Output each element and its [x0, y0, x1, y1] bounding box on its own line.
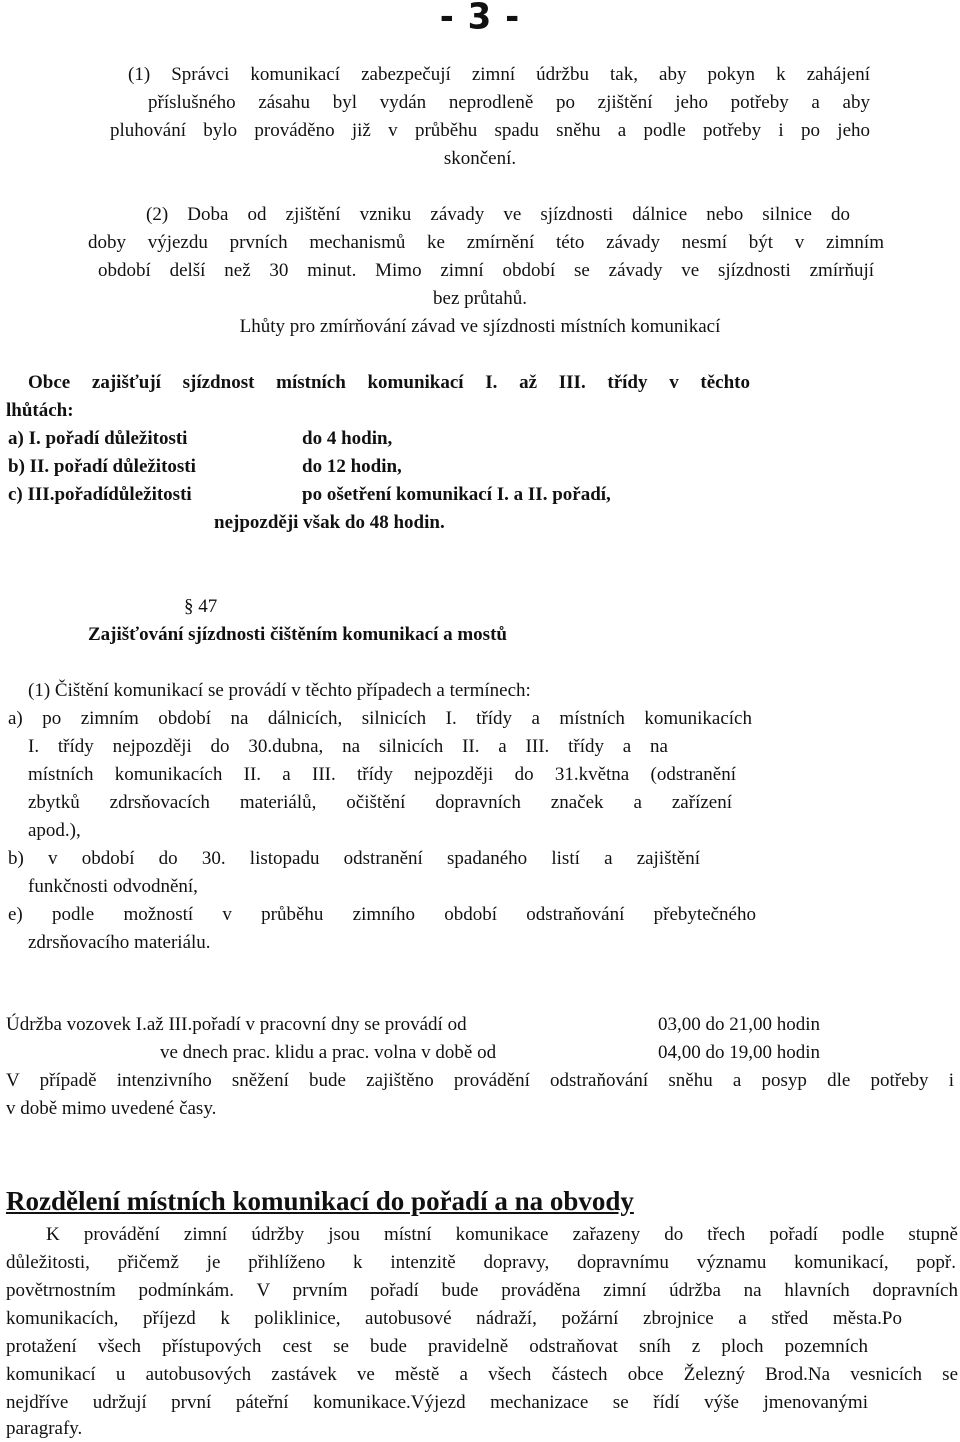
obce-row-a-value: do 4 hodin, — [302, 428, 393, 449]
section-number: § 47 — [184, 596, 218, 617]
section-line-8: funkčnosti odvodnění, — [28, 876, 198, 897]
obce-intro-line-2: lhůtách: — [6, 400, 74, 421]
section-line-9: e) podle možností v průběhu zimního období odstraňování přebytečného — [8, 904, 756, 925]
section-line-1: (1) Čištění komunikací se provádí v těchto případech a termínech: — [28, 680, 531, 701]
division-line-6: komunikací u autobusových zastávek ve městě a všech částech obce Železný Brod.Na vesnicích se — [6, 1364, 958, 1385]
division-line-7: nejdříve udržují první páteřní komunikace.Výjezd mechanizace se řídí výše jmenovanými — [6, 1392, 868, 1413]
division-line-5: protažení všech přístupových cest se bude pravidelně odstraňovat sníh z ploch pozemních — [6, 1336, 868, 1357]
maintenance-row2-left: ve dnech prac. klidu a prac. volna v době od — [160, 1042, 497, 1063]
obce-tail: nejpozději však do 48 hodin. — [214, 512, 445, 533]
section-line-2: a) po zimním období na dálnicích, silnicích I. třídy a místních komunikacích — [8, 708, 752, 729]
section-line-10: zdrsňovacího materiálu. — [28, 932, 211, 953]
section-line-4: místních komunikacích II. a III. třídy nejpozději do 31.května (odstranění — [28, 764, 736, 785]
obce-row-c-value: po ošetření komunikací I. a II. pořadí, — [302, 484, 611, 505]
obce-intro-line-1: Obce zajišťují sjízdnost místních komunikací I. až III. třídy v těchto — [28, 372, 750, 393]
division-heading: Rozdělení místních komunikací do pořadí a na obvody — [6, 1186, 634, 1216]
para2-subheading: Lhůty pro zmírňování závad ve sjízdnosti místních komunikací — [239, 316, 721, 337]
para1-line-2: příslušného zásahu byl vydán neprodleně po zjištění jeho potřeby a aby — [148, 92, 870, 113]
para2-line-4: bez průtahů. — [433, 288, 527, 309]
para2-line-1: (2) Doba od zjištění vzniku závady ve sjízdnosti dálnice nebo silnice do — [146, 204, 850, 225]
section-title: Zajišťování sjízdnosti čištěním komunikací a mostů — [88, 624, 507, 645]
maintenance-row1-left: Údržba vozovek I.až III.pořadí v pracovní dny se provádí od — [6, 1014, 467, 1035]
para1-line-4: skončení. — [443, 148, 517, 169]
section-line-5: zbytků zdrsňovacích materiálů, očištění dopravních značek a zařízení — [28, 792, 732, 813]
maintenance-row2-right: 04,00 do 19,00 hodin — [658, 1042, 821, 1063]
para2-line-3: období delší než 30 minut. Mimo zimní období se závady ve sjízdnosti zmírňují — [98, 260, 874, 281]
section-line-7: b) v období do 30. listopadu odstranění spadaného listí a zajištění — [8, 848, 700, 869]
para1-line-3: pluhování bylo prováděno již v průběhu spadu sněhu a podle potřeby i po jeho — [110, 120, 870, 141]
division-line-3: povětrnostním podmínkám. V prvním pořadí bude prováděna zimní údržba na hlavních dopravních — [6, 1280, 958, 1301]
division-line-4: komunikacích, příjezd k poliklinice, autobusové nádraží, požární zbrojnice a střed města.Po — [6, 1308, 902, 1329]
para1-line-1: (1) Správci komunikací zabezpečují zimní údržbu tak, aby pokyn k zahájení — [128, 64, 870, 85]
division-line-2: důležitosti, přičemž je přihlíženo k intenzitě dopravy, dopravnímu významu komunikací, popř. — [6, 1252, 956, 1273]
page-number: - 3 - — [439, 0, 521, 39]
maintenance-row1-right: 03,00 do 21,00 hodin — [658, 1014, 821, 1035]
section-line-3: I. třídy nejpozději do 30.dubna, na silnicích II. a III. třídy a na — [28, 736, 668, 757]
obce-row-c-label: c) III.pořadídůležitosti — [8, 484, 192, 505]
obce-row-b-value: do 12 hodin, — [302, 456, 402, 477]
obce-row-a-label: a) I. pořadí důležitosti — [8, 428, 188, 449]
maintenance-line-3: V případě intenzivního sněžení bude zajištěno provádění odstraňování sněhu a posyp dle potřeby i — [6, 1070, 954, 1091]
obce-row-b-label: b) II. pořadí důležitosti — [8, 456, 196, 477]
division-line-8: paragrafy. — [6, 1418, 83, 1439]
para2-line-2: doby výjezdu prvních mechanismů ke zmírnění této závady nesmí být v zimním — [88, 232, 884, 253]
division-line-1: K provádění zimní údržby jsou místní komunikace zařazeny do třech pořadí podle stupně — [46, 1224, 958, 1245]
section-line-6: apod.), — [28, 820, 81, 841]
maintenance-line-4: v době mimo uvedené časy. — [6, 1098, 217, 1119]
